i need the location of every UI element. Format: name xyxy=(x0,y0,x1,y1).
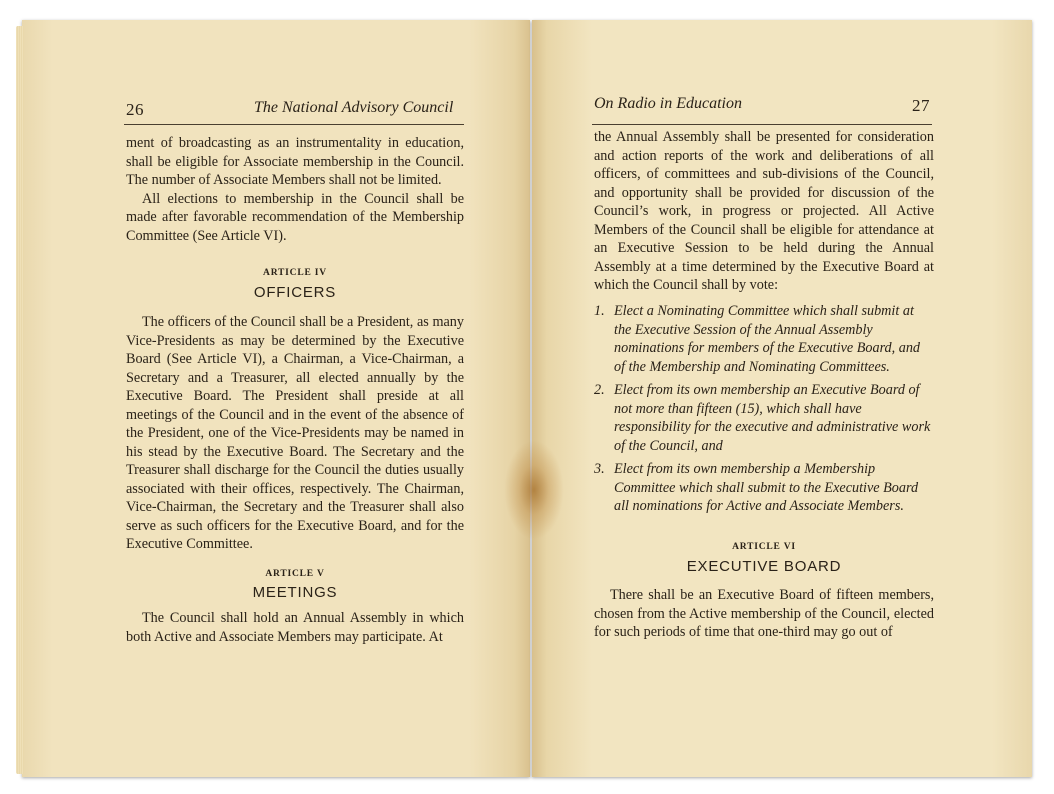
list-item-text: Elect from its own membership an Executive Board of not more than fifteen (15), which shall have responsibility for the executive and administrative work of the Council, and xyxy=(614,382,931,454)
running-head: On Radio in Education xyxy=(594,95,742,112)
list-item-text: Elect a Nominating Committee which shall submit at the Executive Session of the Annual Assembly nominations for members of the Executive Board, and of the Membership and Nominating Committees. xyxy=(614,303,921,375)
article-label: ARTICLE IV xyxy=(263,268,327,278)
left-body-top xyxy=(126,134,464,245)
list-item-2 xyxy=(594,381,934,455)
list-item xyxy=(594,460,934,516)
article-vi-title-wrap xyxy=(594,558,934,577)
paragraph: The officers of the Council shall be a President, as many Vice-Presidents as may be determined by the Executive Board (See Article VI), a Chairman, a Vice-Chairman, a Secretary and a Treasurer, all elected annually by the Executive Board. The President shall preside at all meetings of the Council and in the event of the absence of the President, one of the Vice-Presidents may be named in his stead by the Executive Board. The Secretary and the Treasurer shall discharge for the Council the duties usually associated with their offices, respectively. The Chairman, Vice-Chairman, the Secretary and the Treasurer shall also serve as such officers for the Executive Board, and for the Executive Committee. xyxy=(126,314,464,552)
paragraph: The Council shall hold an Annual Assembly in which both Active and Associate Members may participate. At xyxy=(126,610,464,645)
page-number: 27 xyxy=(912,96,930,115)
right-running-header xyxy=(592,96,932,125)
right-body-top xyxy=(594,128,934,295)
running-head: The National Advisory Council xyxy=(254,99,454,116)
list-item xyxy=(594,381,934,455)
page-edge xyxy=(16,26,24,774)
left-body-meetings xyxy=(126,609,464,646)
section-title: OFFICERS xyxy=(253,284,337,301)
article-iv-title-wrap xyxy=(126,284,464,303)
list-item-1 xyxy=(594,302,934,376)
section-title: EXECUTIVE BOARD xyxy=(686,558,842,575)
list-item xyxy=(594,302,934,376)
article-vi-heading xyxy=(594,538,934,557)
paragraph: ment of broadcasting as an instrumentality in education, shall be eligible for Associate membership in the Council. The number of Associate Members shall not be limited. xyxy=(126,135,464,188)
article-label: ARTICLE V xyxy=(265,569,325,579)
left-page xyxy=(22,20,530,777)
left-body-officers xyxy=(126,313,464,554)
paragraph: There shall be an Executive Board of fifteen members, chosen from the Active membership of the Council, elected for such periods of time that one-third may go out of xyxy=(594,587,934,640)
article-iv-heading xyxy=(126,264,464,283)
article-v-heading xyxy=(126,565,464,584)
list-item-3 xyxy=(594,460,934,516)
right-page xyxy=(532,20,1032,777)
page-number: 26 xyxy=(126,100,144,119)
left-running-header xyxy=(124,96,464,125)
paragraph: All elections to membership in the Council shall be made after favorable recommendation of the Membership Committee (See Article VI). xyxy=(126,190,464,244)
section-title: MEETINGS xyxy=(252,584,338,601)
paragraph: the Annual Assembly shall be presented for consideration and action reports of the work and deliberations of all officers, of committees and sub-divisions of the Council, and opportunity shall be provided for discussion of the Council’s work, in progress or projected. All Active Members of the Council shall be eligible for attendance at an Executive Session to be held during the Annual Assembly at a time determined by the Executive Board at which the Council shall by vote: xyxy=(594,129,934,293)
article-label: ARTICLE VI xyxy=(732,542,796,552)
list-marker: 1. xyxy=(594,303,605,319)
list-marker: 3. xyxy=(594,461,605,477)
article-v-title-wrap xyxy=(126,584,464,603)
right-body-board xyxy=(594,586,934,642)
list-marker: 2. xyxy=(594,382,605,398)
list-item-text: Elect from its own membership a Membership Committee which shall submit to the Executive Board all nominations for Active and Associate Members. xyxy=(614,461,919,514)
book-spread xyxy=(22,20,1032,777)
